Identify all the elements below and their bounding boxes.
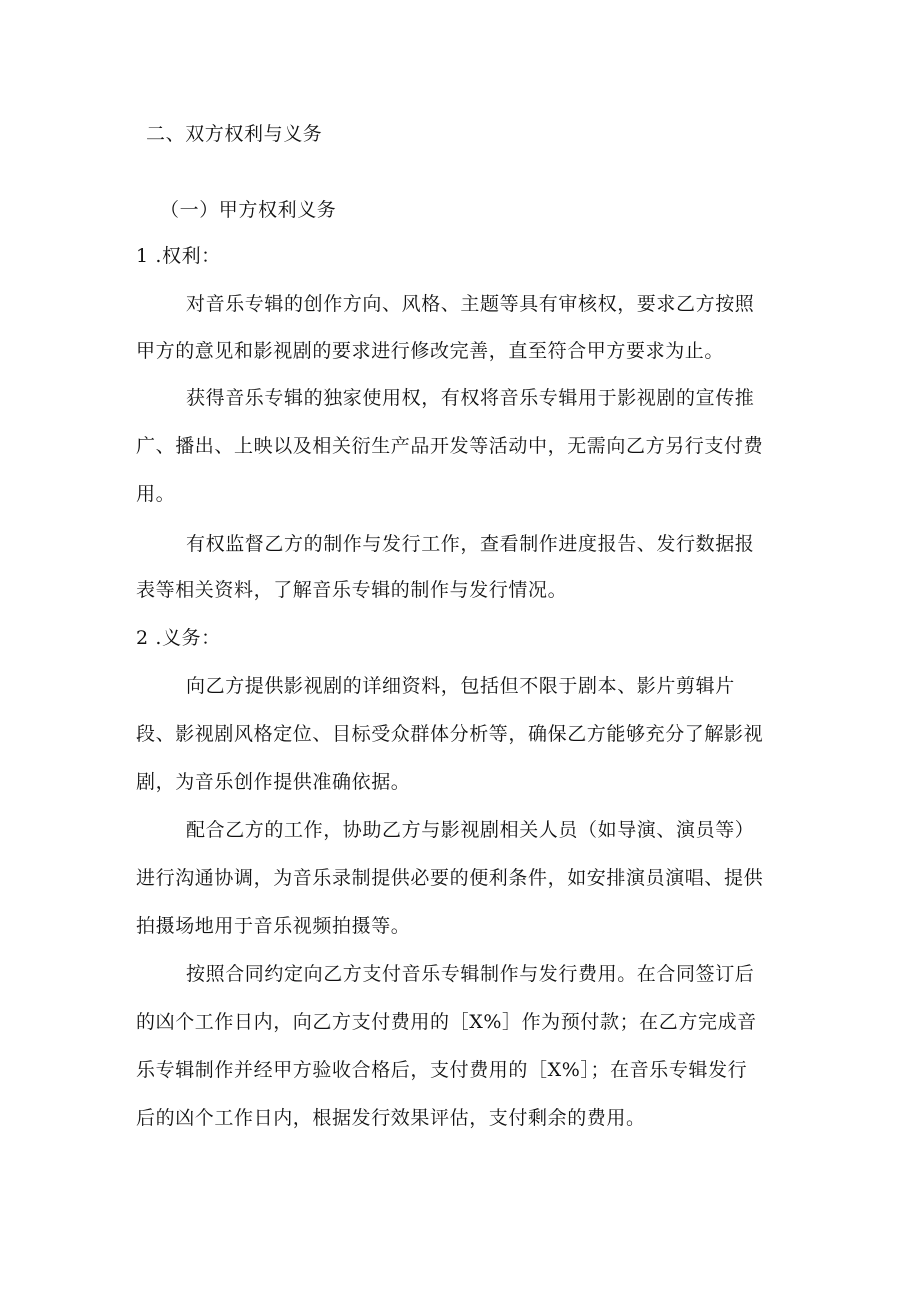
rights-paragraph-2-line-1: 获得音乐专辑的独家使用权，有权将音乐专辑用于影视剧的宣传推 [186, 387, 755, 409]
subsection-heading: （一）甲方权利义务 [160, 199, 337, 221]
obligations-paragraph-2-line-2: 进行沟通协调，为音乐录制提供必要的便利条件，如安排演员演唱、提供 [136, 867, 764, 889]
obligations-paragraph-3-line-1: 按照合同约定向乙方支付音乐专辑制作与发行费用。在合同签订后 [186, 963, 755, 985]
rights-paragraph-3-line-1: 有权监督乙方的制作与发行工作，查看制作进度报告、发行数据报 [186, 533, 755, 555]
rights-paragraph-1-line-1: 对音乐专辑的创作方向、风格、主题等具有审核权，要求乙方按照 [186, 293, 755, 315]
section-heading: 二、双方权利与义务 [146, 123, 323, 145]
obligations-paragraph-1-line-2: 段、影视剧风格定位、目标受众群体分析等，确保乙方能够充分了解影视 [136, 723, 764, 745]
obligations-paragraph-1-line-3: 剧，为音乐创作提供准确依据。 [136, 771, 411, 793]
obligations-paragraph-2-line-3: 拍摄场地用于音乐视频拍摄等。 [136, 915, 411, 937]
obligations-paragraph-1-line-1: 向乙方提供影视剧的详细资料，包括但不限于剧本、影片剪辑片 [186, 675, 735, 697]
obligations-heading: 2 .义务： [136, 627, 221, 649]
rights-heading: 1 .权利： [136, 245, 221, 267]
rights-paragraph-2-line-3: 用。 [136, 483, 176, 505]
obligations-paragraph-3-line-4: 后的凶个工作日内，根据发行效果评估，支付剩余的费用。 [136, 1107, 646, 1129]
rights-paragraph-3-line-2: 表等相关资料，了解音乐专辑的制作与发行情况。 [136, 579, 568, 601]
obligations-paragraph-3-line-2: 的凶个工作日内，向乙方支付费用的［X%］作为预付款；在乙方完成音 [136, 1011, 757, 1033]
rights-paragraph-2-line-2: 广、播出、上映以及相关衍生产品开发等活动中，无需向乙方另行支付费 [136, 435, 764, 457]
obligations-paragraph-3-line-3: 乐专辑制作并经甲方验收合格后，支付费用的［X%］；在音乐专辑发行 [136, 1059, 748, 1081]
obligations-paragraph-2-line-1: 配合乙方的工作，协助乙方与影视剧相关人员（如导演、演员等） [186, 819, 755, 841]
rights-paragraph-1-line-2: 甲方的意见和影视剧的要求进行修改完善，直至符合甲方要求为止。 [136, 340, 725, 362]
